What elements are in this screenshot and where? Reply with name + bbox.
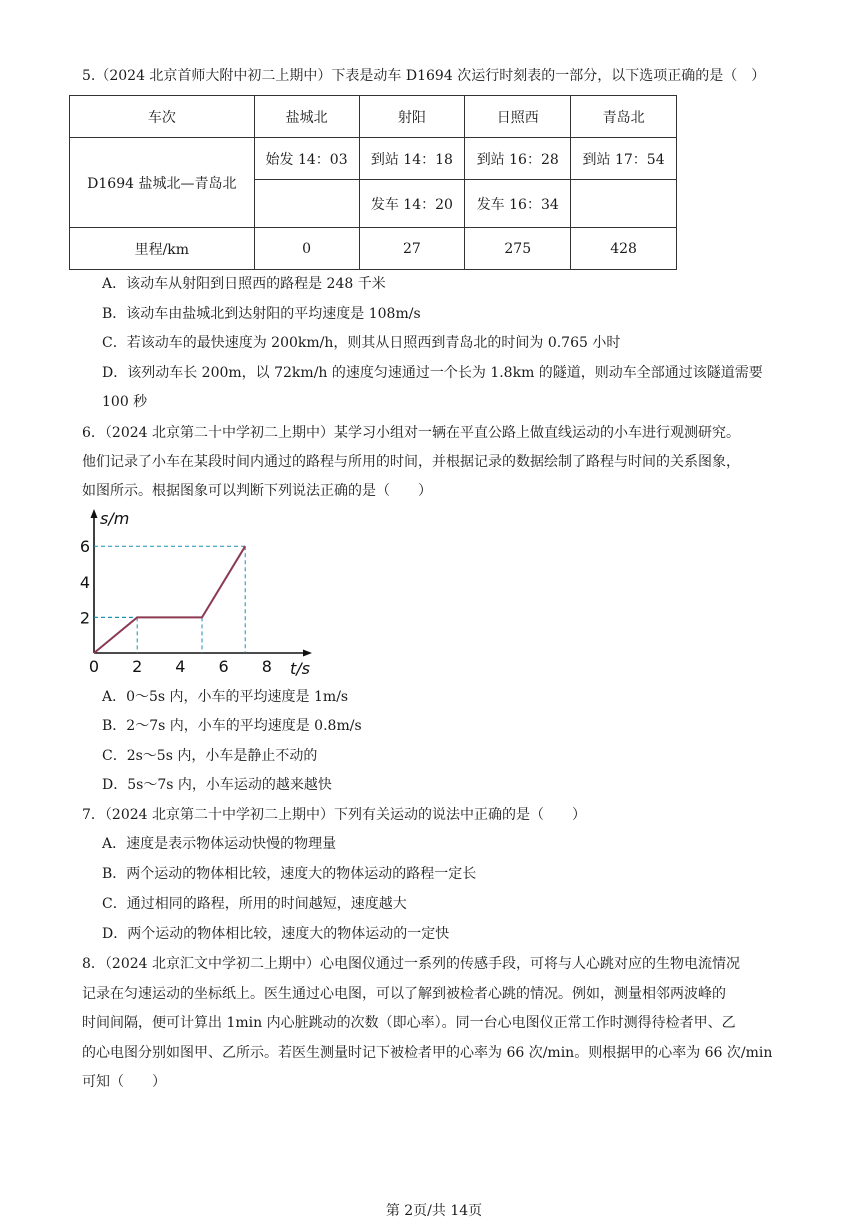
q8-stem-line-4: 的心电图分别如图甲、乙所示。若医生测量时记下被检者甲的心率为 66 次/min。则根据甲的心率为 66 次/min [82, 1045, 773, 1061]
q8-stem-line-1: 8．（2024 北京汇文中学初二上期中）心电图仪通过一系列的传感手段，可将与人心跳对应的生物电流情况 [82, 956, 740, 972]
q5-option-d: D．该列动车长 200m，以 72km/h 的速度匀速通过一个长为 1.8km 的隧道，则动车全部通过该隧道需要 [102, 365, 763, 381]
q6-stem-line-1: 6．（2024 北京第二十中学初二上期中）某学习小组对一辆在平直公路上做直线运动的小车进行观测研究。 [82, 425, 740, 441]
x-axis-label: t/s [290, 659, 310, 678]
timetable [69, 95, 677, 270]
series-line [94, 546, 245, 653]
q6-option-d: D．5s～7s 内，小车运动的越来越快 [102, 777, 332, 793]
y-axis-label: s/m [100, 509, 130, 528]
distance-cell-2: 27 [359, 228, 465, 270]
q7-stem: 7．（2024 北京第二十中学初二上期中）下列有关运动的说法中正确的是（ ） [82, 807, 586, 823]
timetable-arrive-row [70, 138, 677, 180]
q5-option-c: C．若该动车的最快速度为 200km/h，则其从日照西到青岛北的时间为 0.765 小时 [102, 335, 621, 351]
q6-option-b: B．2～7s 内，小车的平均速度是 0.8m/s [102, 718, 362, 734]
s-t-chart [79, 506, 322, 678]
q5-stem: 5.（2024 北京首师大附中初二上期中）下表是动车 D1694 次运行时刻表的一部分，以下选项正确的是（ ） [82, 68, 766, 84]
x-tick-label: 4 [175, 657, 186, 676]
q7-option-d: D．两个运动的物体相比较，速度大的物体运动的一定快 [102, 926, 450, 942]
q8-stem-line-2: 记录在匀速运动的坐标纸上。医生通过心电图，可以了解到被检者心跳的情况。例如，测量相邻两波峰的 [82, 986, 726, 1002]
header-station-4: 青岛北 [571, 96, 677, 138]
arrive-cell-4: 到站 17：54 [571, 138, 677, 180]
distance-cell-1: 0 [254, 228, 359, 270]
y-tick-label: 6 [79, 537, 90, 557]
q7-option-b: B．两个运动的物体相比较，速度大的物体运动的路程一定长 [102, 866, 477, 882]
x-tick-label: 2 [132, 657, 143, 676]
q5-option-a: A．该动车从射阳到日照西的路程是 248 千米 [102, 276, 386, 292]
header-train: 车次 [70, 96, 255, 138]
x-tick-label: 6 [218, 657, 229, 676]
y-axis-arrow [91, 509, 98, 518]
depart-cell-1 [254, 180, 359, 228]
q6-stem-line-3: 如图所示。根据图象可以判断下列说法正确的是（ ） [82, 483, 432, 499]
q8-stem-line-3: 时间间隔，便可计算出 1min 内心脏跳动的次数（即心率）。同一台心电图仪正常工作时测得待检者甲、乙 [82, 1015, 736, 1031]
timetable-distance-row [70, 228, 677, 270]
arrive-cell-1: 始发 14：03 [254, 138, 359, 180]
q6-option-c: C．2s～5s 内，小车是静止不动的 [102, 748, 318, 764]
q7-option-a: A．速度是表示物体运动快慢的物理量 [102, 836, 337, 852]
depart-cell-2: 发车 14：20 [359, 180, 465, 228]
q8-stem-line-5: 可知（ ） [82, 1074, 166, 1090]
x-axis-arrow [303, 650, 312, 657]
q5-option-b: B．该动车由盐城北到达射阳的平均速度是 108m/s [102, 306, 421, 322]
arrive-cell-3: 到站 16：28 [465, 138, 571, 180]
depart-cell-3: 发车 16：34 [465, 180, 571, 228]
y-tick-label: 4 [79, 572, 90, 592]
q6-option-a: A．0～5s 内，小车的平均速度是 1m/s [102, 689, 349, 705]
distance-cell-4: 428 [571, 228, 677, 270]
q7-option-c: C．通过相同的路程，所用的时间越短，速度越大 [102, 896, 407, 912]
s-t-chart-svg [79, 506, 322, 678]
distance-label: 里程/km [70, 228, 255, 270]
q6-stem-line-2: 他们记录了小车在某段时间内通过的路程与所用的时间，并根据记录的数据绘制了路程与时间的关系图象， [82, 454, 740, 470]
train-label: D1694 盐城北—青岛北 [70, 138, 255, 228]
x-tick-label: 0 [88, 657, 100, 676]
x-tick-label: 8 [261, 657, 272, 676]
q5-option-d-cont: 100 秒 [102, 394, 148, 410]
page-footer: 第 2页/共 14页 [385, 1203, 483, 1219]
header-station-3: 日照西 [465, 96, 571, 138]
header-station-2: 射阳 [359, 96, 465, 138]
distance-cell-3: 275 [465, 228, 571, 270]
header-station-1: 盐城北 [254, 96, 359, 138]
arrive-cell-2: 到站 14：18 [359, 138, 465, 180]
timetable-header-row [70, 96, 677, 138]
depart-cell-4 [571, 180, 677, 228]
y-tick-label: 2 [79, 608, 90, 628]
